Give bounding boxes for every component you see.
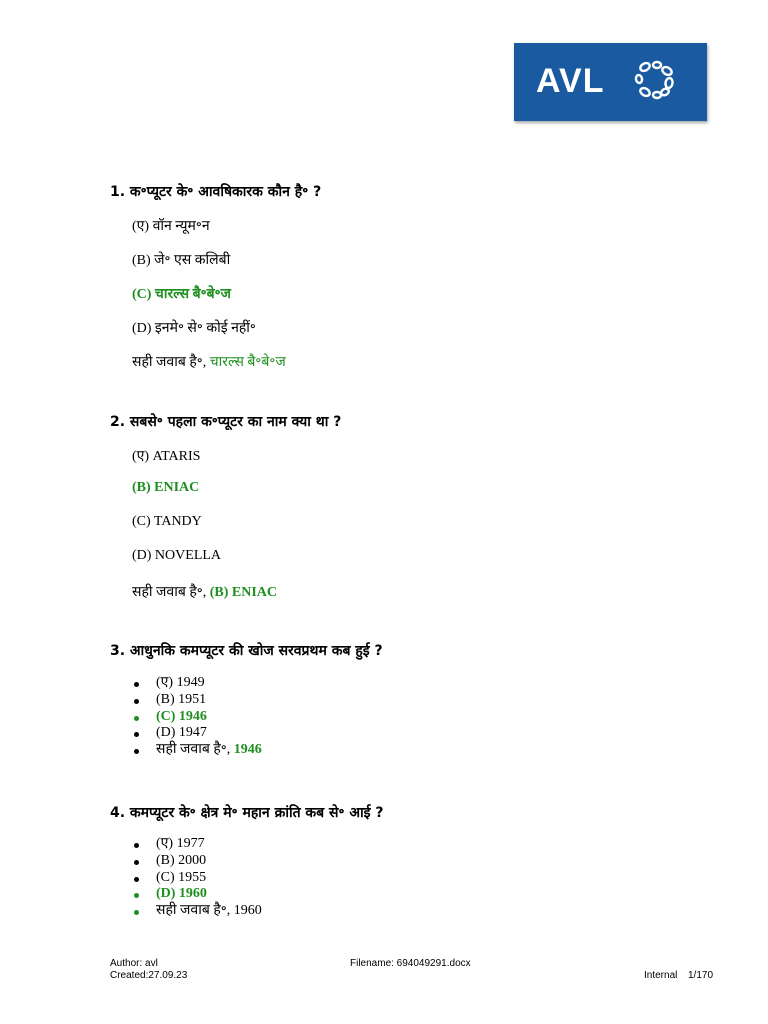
answer-prefix: सही जवाब है॰, <box>156 742 234 758</box>
question-2-option-b: (B) ENIAC <box>132 480 200 495</box>
list-item: (C) 1955 <box>132 870 262 887</box>
answer-value: 1960 <box>233 903 262 919</box>
list-item: (D) 1947 <box>132 725 262 742</box>
answer-value: 1946 <box>233 742 262 758</box>
list-item: (ए) 1977 <box>132 836 262 853</box>
list-item: (B) 1951 <box>132 692 262 709</box>
question-1-option-b: (B) जे॰ एस कलिबी <box>132 253 231 268</box>
logo-text: AVL <box>536 62 605 100</box>
answer-prefix: सही जवाब है॰, <box>132 585 210 600</box>
footer-author: Author: avl <box>110 958 158 969</box>
question-1-option-c: (C) चारल्स बै॰बे॰ज <box>132 287 231 302</box>
list-item-answer <box>132 903 262 920</box>
question-2-option-d: (D) NOVELLA <box>132 548 222 563</box>
list-item-answer <box>132 742 262 759</box>
question-1-option-d: (D) इनमे॰ से॰ कोई नहीं॰ <box>132 321 256 336</box>
question-3-options <box>132 675 262 759</box>
question-1-title: 1. क॰प्यूटर के॰ आवषिकारक कौन है॰ ? <box>110 184 322 200</box>
footer-created: Created:27.09.23 <box>110 970 188 981</box>
answer-value: (B) ENIAC <box>209 585 277 600</box>
question-3-title: 3. आधुनकि कमप्यूटर की खोज सरवप्रथम कब हुई ? <box>110 643 383 659</box>
answer-prefix: सही जवाब है॰, <box>132 355 210 370</box>
avl-logo-icon <box>631 59 687 103</box>
list-item: (B) 2000 <box>132 853 262 870</box>
question-1-option-a: (ए) वॉन न्यूम॰न <box>132 219 210 234</box>
question-2-option-a: (ए) ATARIS <box>132 449 201 464</box>
question-2-option-c: (C) TANDY <box>132 514 202 529</box>
question-4-options <box>132 836 262 920</box>
avl-logo <box>514 43 707 121</box>
footer-filename: Filename: 694049291.docx <box>350 958 471 969</box>
question-2-answer <box>132 582 277 601</box>
list-item: (ए) 1949 <box>132 675 262 692</box>
answer-prefix: सही जवाब है॰, <box>156 903 234 919</box>
list-item: (D) 1960 <box>132 886 262 903</box>
list-item: (C) 1946 <box>132 709 262 726</box>
question-4-title: 4. कमप्यूटर के॰ क्षेत्र मे॰ महान क्रांति कब से॰ आई ? <box>110 805 384 821</box>
footer-page-number: 1/170 <box>688 970 714 981</box>
question-2-title: 2. सबसे॰ पहला क॰प्यूटर का नाम क्या था ? <box>110 414 342 430</box>
question-1-answer <box>132 352 286 371</box>
answer-value: चारल्स बै॰बे॰ज <box>209 355 286 370</box>
footer-classification: Internal <box>644 970 678 981</box>
